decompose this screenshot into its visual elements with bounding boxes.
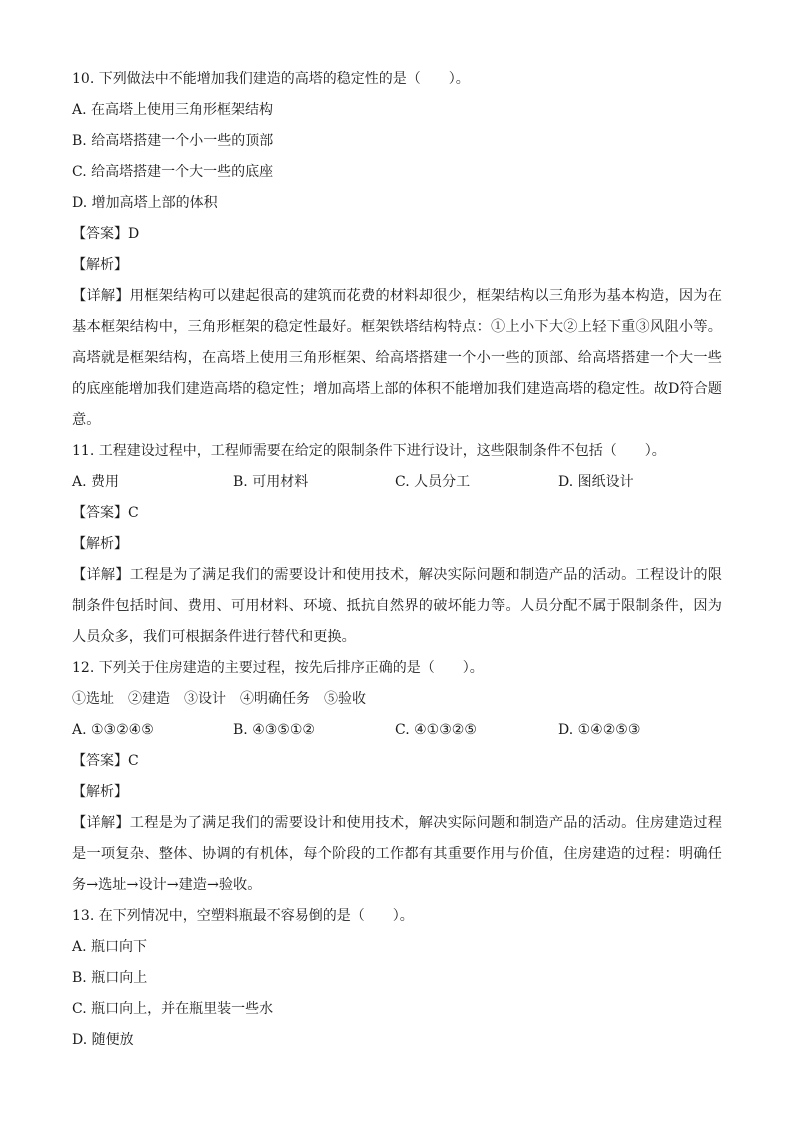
question-12-options — [72, 715, 722, 746]
question-12-option-c: C. ④①③②⑤ — [395, 722, 477, 738]
question-11-option-c: C. 人员分工 — [395, 474, 471, 490]
question-13-option-b: B. 瓶口向上 — [72, 970, 148, 986]
question-10-answer: 【答案】D — [72, 226, 140, 242]
question-10-detail: 【详解】用框架结构可以建起很高的建筑而花费的材料却很少，框架结构以三角形为基本构造，因为在基本框架结构中，三角形框架的稳定性最好。框架铁塔结构特点：①上小下大②上轻下重③风阻小等。高塔就是框架结构，在高塔上使用三角形框架、给高塔搭建一个小一些的顶部、给高塔搭建一个大一些的底座能增加我们建造高塔的稳定性；增加高塔上部的体积不能增加我们建造高塔的稳定性。故D符合题意。 — [72, 288, 722, 428]
document-page — [72, 64, 722, 1056]
question-12-option-d: D. ①④②⑤③ — [558, 722, 641, 738]
question-10-option-c: C. 给高塔搭建一个大一些的底座 — [72, 164, 274, 180]
question-11-option-d: D. 图纸设计 — [558, 474, 634, 490]
question-12-analysis-label: 【解析】 — [72, 784, 128, 800]
question-11-option-a: A. 费用 — [72, 474, 120, 490]
question-13-option-d: D. 随便放 — [72, 1032, 134, 1048]
question-10-option-a: A. 在高塔上使用三角形框架结构 — [72, 102, 274, 118]
question-11-answer: 【答案】C — [72, 505, 139, 521]
question-13-option-c: C. 瓶口向上，并在瓶里装一些水 — [72, 1001, 274, 1017]
question-10-option-d: D. 增加高塔上部的体积 — [72, 195, 218, 211]
question-12-detail: 【详解】工程是为了满足我们的需要设计和使用技术，解决实际问题和制造产品的活动。住房建造过程是一项复杂、整体、协调的有机体，每个阶段的工作都有其重要作用与价值，住房建造的过程：明确任务→选址→设计→建造→验收。 — [72, 815, 722, 893]
question-11-options — [72, 467, 722, 498]
question-11-option-b: B. 可用材料 — [233, 474, 309, 490]
question-10-option-b: B. 给高塔搭建一个小一些的顶部 — [72, 133, 274, 149]
question-11-stem: 11. 工程建设过程中，工程师需要在给定的限制条件下进行设计，这些限制条件不包括（ ）。 — [72, 443, 666, 459]
question-12-option-b: B. ④③⑤①② — [233, 722, 315, 738]
question-12-answer: 【答案】C — [72, 753, 139, 769]
question-11-analysis-label: 【解析】 — [72, 536, 128, 552]
question-13-option-a: A. 瓶口向下 — [72, 939, 148, 955]
question-13-stem: 13. 在下列情况中，空塑料瓶最不容易倒的是（ ）。 — [72, 908, 414, 924]
question-12-items: ①选址 ②建造 ③设计 ④明确任务 ⑤验收 — [72, 691, 366, 707]
question-10-stem: 10. 下列做法中不能增加我们建造的高塔的稳定性的是（ ）。 — [72, 71, 470, 87]
question-11-detail: 【详解】工程是为了满足我们的需要设计和使用技术，解决实际问题和制造产品的活动。工程设计的限制条件包括时间、费用、可用材料、环境、抵抗自然界的破坏能力等。人员分配不属于限制条件，因为人员众多，我们可根据条件进行替代和更换。 — [72, 567, 722, 645]
question-12-stem: 12. 下列关于住房建造的主要过程，按先后排序正确的是（ ）。 — [72, 660, 484, 676]
question-10-analysis-label: 【解析】 — [72, 257, 128, 273]
question-12-option-a: A. ①③②④⑤ — [72, 722, 154, 738]
